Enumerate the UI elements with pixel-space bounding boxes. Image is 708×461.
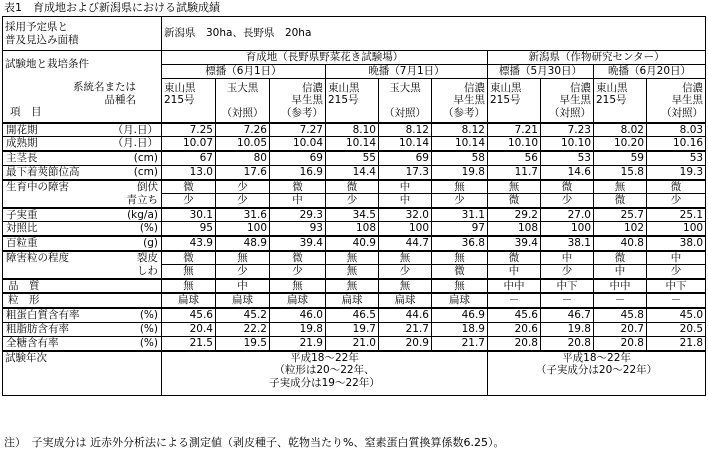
row-label: 粒 形 [3, 293, 162, 308]
data-cell: 少 [647, 194, 706, 208]
sowing-1: 標播（6月1日） [162, 65, 326, 79]
variety-name: 東山黒 215号 [488, 79, 541, 123]
data-cell: 微 [594, 251, 647, 265]
data-cell: 58 [432, 151, 488, 166]
test-years-niigata: 平成18～22年 （子実成分は20～22年） [488, 351, 706, 396]
data-cell: 13.0 [162, 166, 216, 180]
data-cell: 少 [216, 265, 270, 279]
data-cell: 微 [270, 251, 326, 265]
data-cell: 19.8 [432, 166, 488, 180]
data-cell: 少 [162, 194, 216, 208]
data-cell: 微 [162, 251, 216, 265]
data-cell: 7.23 [541, 123, 594, 137]
data-cell: 中中 [488, 279, 541, 294]
variety-name: 東山黒 215号 [594, 79, 647, 123]
data-cell: 45.8 [594, 308, 647, 323]
data-cell: 10.14 [326, 137, 379, 151]
variety-name: 東山黒 215号 [326, 79, 379, 123]
data-cell: 19.7 [326, 323, 379, 337]
data-cell: 38.1 [541, 236, 594, 251]
data-cell: 少 [216, 180, 270, 194]
data-cell: 46.7 [541, 308, 594, 323]
data-cell: 108 [488, 222, 541, 236]
sowing-4: 晩播（6月20日） [594, 65, 706, 79]
data-cell: 微 [432, 265, 488, 279]
data-cell: 100 [647, 222, 706, 236]
results-table [2, 16, 706, 396]
data-cell: 中中 [594, 279, 647, 294]
data-cell: 40.8 [594, 236, 647, 251]
variety-header: 系統名または 品種名 項 目 [3, 79, 162, 123]
data-cell: 7.27 [270, 123, 326, 137]
row-label: 百粒重 (g) [3, 236, 162, 251]
test-years-nagano: 平成18～22年 （粒形は20～22年、 子実成分は19～22年） [162, 351, 488, 396]
data-cell: 無 [216, 251, 270, 265]
row-label: 品 質 [3, 279, 162, 294]
area-value: 新潟県 30ha、長野県 20ha [162, 17, 706, 51]
row-label: 青立ち [3, 194, 162, 208]
data-cell: 39.4 [488, 236, 541, 251]
data-cell: 扁球 [326, 293, 379, 308]
site-niigata: 新潟県（作物研究センター） [488, 51, 706, 65]
data-cell: 10.20 [594, 137, 647, 151]
data-cell: 31.6 [216, 208, 270, 222]
data-cell: 20.8 [488, 337, 541, 351]
data-cell: 微 [488, 251, 541, 265]
data-cell: 少 [379, 265, 432, 279]
data-cell: 10.14 [379, 137, 432, 151]
data-cell: 48.9 [216, 236, 270, 251]
data-cell: 10.10 [541, 137, 594, 151]
data-cell: 7.25 [162, 123, 216, 137]
data-cell: 11.7 [488, 166, 541, 180]
data-cell: 8.02 [594, 123, 647, 137]
data-cell: 16.9 [270, 166, 326, 180]
data-cell: 44.6 [379, 308, 432, 323]
data-cell: 55 [326, 151, 379, 166]
data-cell: 7.26 [216, 123, 270, 137]
data-cell: 14.6 [541, 166, 594, 180]
data-cell: 100 [379, 222, 432, 236]
data-cell: 30.1 [162, 208, 216, 222]
data-cell: 17.6 [216, 166, 270, 180]
data-cell: 無 [326, 265, 379, 279]
data-cell: 20.9 [379, 337, 432, 351]
data-cell: － [488, 293, 541, 308]
data-cell: － [647, 293, 706, 308]
data-cell: 46.9 [432, 308, 488, 323]
data-cell: 無 [326, 279, 379, 294]
data-cell: － [594, 293, 647, 308]
data-cell: 10.10 [488, 137, 541, 151]
data-cell: 21.8 [647, 337, 706, 351]
data-cell: 微 [326, 180, 379, 194]
data-cell: 8.12 [432, 123, 488, 137]
data-cell: 微 [162, 180, 216, 194]
data-cell: 59 [594, 151, 647, 166]
data-cell: 無 [379, 251, 432, 265]
variety-name: 信濃 早生黒 （対照） [647, 79, 706, 123]
data-cell: 18.9 [432, 323, 488, 337]
data-cell: 中 [647, 251, 706, 265]
data-cell: 25.1 [647, 208, 706, 222]
row-label: 子実重 (kg/a) [3, 208, 162, 222]
data-cell: 100 [216, 222, 270, 236]
data-cell: 無 [270, 279, 326, 294]
data-cell: 38.0 [647, 236, 706, 251]
data-cell: 15.8 [594, 166, 647, 180]
data-cell: 40.9 [326, 236, 379, 251]
data-cell: 扁球 [216, 293, 270, 308]
data-cell: 39.4 [270, 236, 326, 251]
data-cell: 56 [488, 151, 541, 166]
data-cell: 19.8 [541, 323, 594, 337]
data-cell: 108 [326, 222, 379, 236]
data-cell: 少 [541, 194, 594, 208]
data-cell: 44.7 [379, 236, 432, 251]
data-cell: 微 [647, 180, 706, 194]
data-cell: 無 [326, 251, 379, 265]
data-cell: 無 [379, 279, 432, 294]
row-label: 生育中の障害 倒伏 [3, 180, 162, 194]
variety-name: 信濃 早生黒 （対照） [541, 79, 594, 123]
data-cell: 10.16 [647, 137, 706, 151]
data-cell: 21.9 [270, 337, 326, 351]
data-cell: 69 [379, 151, 432, 166]
data-cell: 中 [379, 194, 432, 208]
data-cell: 無 [432, 279, 488, 294]
data-cell: 17.3 [379, 166, 432, 180]
data-cell: 36.8 [432, 236, 488, 251]
data-cell: 46.0 [270, 308, 326, 323]
data-cell: 少 [270, 265, 326, 279]
data-cell: 無 [594, 180, 647, 194]
data-cell: 21.7 [379, 323, 432, 337]
data-cell: 扁球 [379, 293, 432, 308]
data-cell: 無 [162, 265, 216, 279]
data-cell: 少 [432, 194, 488, 208]
data-cell: 31.1 [432, 208, 488, 222]
data-cell: 45.2 [216, 308, 270, 323]
sowing-3: 標播（5月30日） [488, 65, 594, 79]
variety-name: 玉大黒 （対照） [216, 79, 270, 123]
data-cell: 95 [162, 222, 216, 236]
row-label: 粗脂肪含有率 (%) [3, 323, 162, 337]
data-cell: 7.21 [488, 123, 541, 137]
data-cell: 97 [432, 222, 488, 236]
data-cell: 19.5 [216, 337, 270, 351]
data-cell: 微 [488, 194, 541, 208]
data-cell: 20.8 [594, 337, 647, 351]
data-cell: 20.5 [647, 323, 706, 337]
site-nagano: 育成地（長野県野菜花き試験場） [162, 51, 488, 65]
data-cell: 20.7 [594, 323, 647, 337]
data-cell: 27.0 [541, 208, 594, 222]
data-cell: 29.2 [488, 208, 541, 222]
data-cell: 無 [162, 279, 216, 294]
data-cell: 80 [216, 151, 270, 166]
data-cell: 10.07 [162, 137, 216, 151]
data-cell: 93 [270, 222, 326, 236]
data-cell: 扁球 [432, 293, 488, 308]
data-cell: 20.4 [162, 323, 216, 337]
area-label: 採用予定県と 普及見込み面積 [3, 17, 162, 51]
data-cell: 102 [594, 222, 647, 236]
data-cell: 中下 [647, 279, 706, 294]
data-cell: 43.9 [162, 236, 216, 251]
data-cell: 中 [216, 279, 270, 294]
data-cell: 8.03 [647, 123, 706, 137]
data-cell: 中 [541, 251, 594, 265]
row-label: 全糖含有率 (%) [3, 337, 162, 351]
data-cell: 22.2 [216, 323, 270, 337]
variety-name: 玉大黒 （対照） [379, 79, 432, 123]
sowing-2: 晩播（7月1日） [326, 65, 488, 79]
data-cell: 中 [594, 265, 647, 279]
row-label: 最下着莢節位高 (cm) [3, 166, 162, 180]
row-label: 障害粒の程度 裂皮 [3, 251, 162, 265]
data-cell: 21.5 [162, 337, 216, 351]
data-cell: 53 [541, 151, 594, 166]
data-cell: 21.0 [326, 337, 379, 351]
variety-name: 信濃 早生黒 （参考） [270, 79, 326, 123]
data-cell: 25.7 [594, 208, 647, 222]
data-cell: 19.3 [647, 166, 706, 180]
data-cell: 扁球 [270, 293, 326, 308]
row-label: 成熟期 （月.日） [3, 137, 162, 151]
test-site-label: 試験地と栽培条件 [3, 51, 162, 79]
data-cell: － [541, 293, 594, 308]
footnote: 注） 子実成分は 近赤外分析法による測定値（剥皮種子、乾物当たり%、窒素蛋白質換算係数6.25）。 [4, 436, 505, 449]
data-cell: 45.6 [162, 308, 216, 323]
data-cell: 32.0 [379, 208, 432, 222]
data-cell: 20.6 [488, 323, 541, 337]
data-cell: 20.8 [541, 337, 594, 351]
data-cell: 69 [270, 151, 326, 166]
data-cell: 少 [326, 194, 379, 208]
data-cell: 45.0 [647, 308, 706, 323]
data-cell: 100 [541, 222, 594, 236]
data-cell: 中 [270, 194, 326, 208]
data-cell: 67 [162, 151, 216, 166]
data-cell: 少 [541, 265, 594, 279]
data-cell: 8.10 [326, 123, 379, 137]
test-years-label: 試験年次 [3, 351, 162, 396]
data-cell: 34.5 [326, 208, 379, 222]
data-cell: 少 [647, 265, 706, 279]
data-cell: 53 [647, 151, 706, 166]
data-cell: 中 [488, 265, 541, 279]
table-title: 表1 育成地および新潟県における試験成績 [4, 1, 220, 14]
variety-name: 東山黒 215号 [162, 79, 216, 123]
row-label: 開花期 （月.日） [3, 123, 162, 137]
row-label: 対照比 (%) [3, 222, 162, 236]
data-cell: 8.12 [379, 123, 432, 137]
row-label: しわ [3, 265, 162, 279]
data-cell: 10.04 [270, 137, 326, 151]
data-cell: 扁球 [162, 293, 216, 308]
data-cell: 微 [594, 194, 647, 208]
data-cell: 微 [270, 180, 326, 194]
row-label: 粗蛋白質含有率 (%) [3, 308, 162, 323]
data-cell: 10.05 [216, 137, 270, 151]
data-cell: 無 [488, 180, 541, 194]
data-cell: 少 [216, 194, 270, 208]
data-cell: 無 [432, 180, 488, 194]
data-cell: 19.8 [270, 323, 326, 337]
data-cell: 45.6 [488, 308, 541, 323]
data-cell: 10.14 [432, 137, 488, 151]
data-cell: 微 [541, 180, 594, 194]
data-cell: 無 [432, 251, 488, 265]
data-cell: 中下 [541, 279, 594, 294]
data-cell: 14.4 [326, 166, 379, 180]
data-cell: 21.7 [432, 337, 488, 351]
row-label: 主茎長 (cm) [3, 151, 162, 166]
data-cell: 46.5 [326, 308, 379, 323]
data-cell: 29.3 [270, 208, 326, 222]
variety-name: 信濃 早生黒 （参考） [432, 79, 488, 123]
data-cell: 中 [379, 180, 432, 194]
